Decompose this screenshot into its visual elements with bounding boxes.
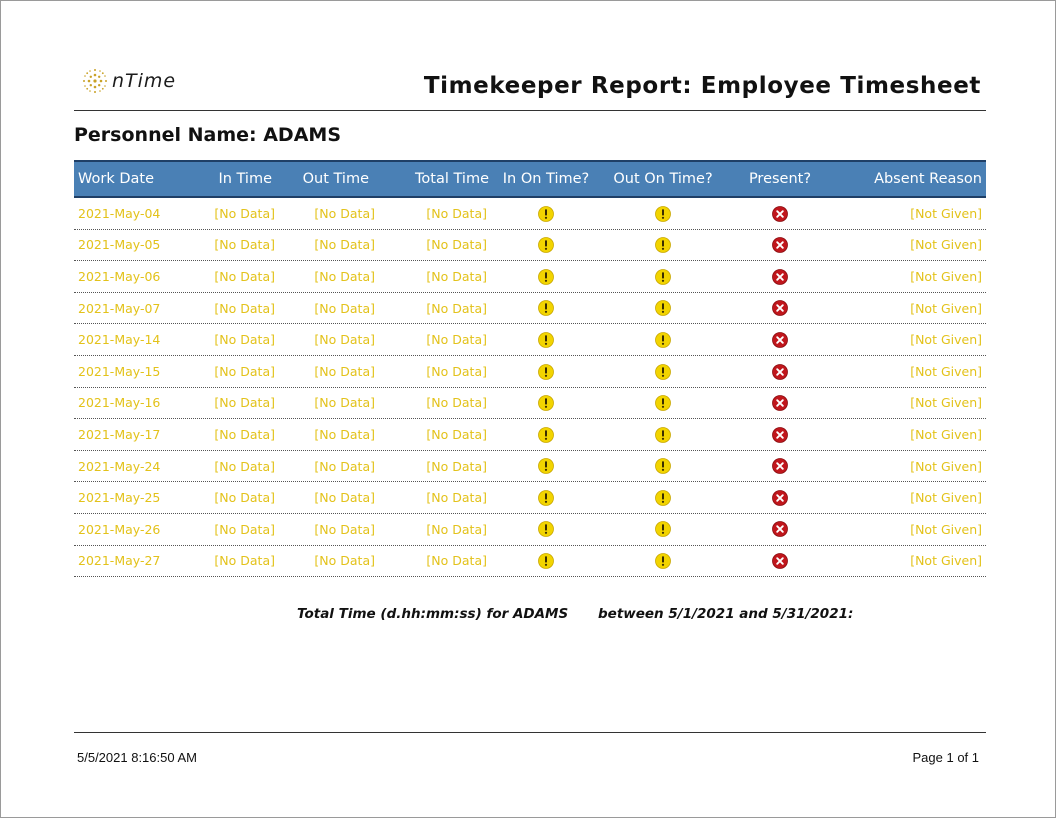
print-timestamp: 5/5/2021 8:16:50 AM	[77, 750, 197, 765]
out-time-cell: [No Data]	[314, 395, 375, 411]
in-time-cell: [No Data]	[214, 395, 275, 411]
absent-reason-cell: [Not Given]	[910, 553, 982, 569]
in-time-cell: [No Data]	[214, 237, 275, 253]
warning-icon	[655, 300, 671, 316]
warning-icon	[655, 206, 671, 222]
table-row	[74, 419, 986, 451]
present-cell	[723, 426, 837, 443]
table-row	[74, 546, 986, 578]
total-time-cell: [No Data]	[426, 490, 487, 506]
ntime-logo-icon	[81, 67, 109, 95]
out-time-cell: [No Data]	[314, 332, 375, 348]
warning-icon	[655, 458, 671, 474]
error-icon	[772, 458, 788, 474]
total-time-cell: [No Data]	[426, 363, 487, 379]
work-date-cell: 2021-May-26	[78, 521, 161, 537]
table-row	[74, 261, 986, 293]
present-cell	[723, 331, 837, 348]
out-time-cell: [No Data]	[314, 521, 375, 537]
total-time-cell: [No Data]	[426, 332, 487, 348]
out-on-time-cell	[603, 521, 723, 538]
table-row	[74, 293, 986, 325]
out-time-cell: [No Data]	[314, 300, 375, 316]
out-on-time-cell	[603, 331, 723, 348]
absent-reason-cell: [Not Given]	[910, 300, 982, 316]
warning-icon	[655, 237, 671, 253]
warning-icon	[655, 427, 671, 443]
footer-divider	[74, 732, 986, 733]
table-row	[74, 230, 986, 262]
table-row	[74, 324, 986, 356]
in-on-time-cell	[489, 205, 603, 222]
in-on-time-cell	[489, 553, 603, 570]
out-on-time-cell	[603, 458, 723, 475]
present-cell	[723, 268, 837, 285]
absent-reason-cell: [Not Given]	[910, 490, 982, 506]
error-icon	[772, 300, 788, 316]
out-on-time-cell	[603, 395, 723, 412]
absent-reason-cell: [Not Given]	[910, 268, 982, 284]
in-on-time-cell	[489, 489, 603, 506]
warning-icon	[538, 237, 554, 253]
warning-icon	[655, 364, 671, 380]
in-on-time-cell	[489, 268, 603, 285]
warning-icon	[655, 521, 671, 537]
warning-icon	[655, 332, 671, 348]
out-on-time-cell	[603, 268, 723, 285]
total-time-cell: [No Data]	[426, 237, 487, 253]
in-time-cell: [No Data]	[214, 332, 275, 348]
total-time-cell: [No Data]	[426, 300, 487, 316]
in-on-time-cell	[489, 458, 603, 475]
warning-icon	[538, 553, 554, 569]
absent-reason-cell: [Not Given]	[910, 363, 982, 379]
work-date-cell: 2021-May-14	[78, 332, 161, 348]
in-time-cell: [No Data]	[214, 553, 275, 569]
out-time-cell: [No Data]	[314, 426, 375, 442]
column-header-present: Present?	[748, 171, 812, 187]
present-cell	[723, 205, 837, 222]
out-on-time-cell	[603, 205, 723, 222]
absent-reason-cell: [Not Given]	[910, 205, 982, 221]
in-time-cell: [No Data]	[214, 490, 275, 506]
error-icon	[772, 427, 788, 443]
column-header-absent-reason: Absent Reason	[874, 171, 982, 187]
work-date-cell: 2021-May-25	[78, 490, 161, 506]
error-icon	[772, 521, 788, 537]
in-time-cell: [No Data]	[214, 426, 275, 442]
warning-icon	[538, 300, 554, 316]
present-cell	[723, 458, 837, 475]
present-cell	[723, 363, 837, 380]
work-date-cell: 2021-May-04	[78, 205, 161, 221]
in-on-time-cell	[489, 331, 603, 348]
total-time-cell: [No Data]	[426, 268, 487, 284]
error-icon	[772, 553, 788, 569]
table-row	[74, 356, 986, 388]
warning-icon	[538, 427, 554, 443]
present-cell	[723, 395, 837, 412]
in-on-time-cell	[489, 521, 603, 538]
table-row	[74, 451, 986, 483]
out-on-time-cell	[603, 426, 723, 443]
column-header-work-date: Work Date	[78, 171, 154, 187]
in-time-cell: [No Data]	[214, 268, 275, 284]
date-range-label: between 5/1/2021 and 5/31/2021:	[598, 606, 854, 622]
present-cell	[723, 237, 837, 254]
error-icon	[772, 269, 788, 285]
error-icon	[772, 237, 788, 253]
out-time-cell: [No Data]	[314, 553, 375, 569]
out-time-cell: [No Data]	[314, 268, 375, 284]
in-time-cell: [No Data]	[214, 458, 275, 474]
ntime-logo	[81, 67, 176, 95]
in-on-time-cell	[489, 426, 603, 443]
out-on-time-cell	[603, 553, 723, 570]
warning-icon	[538, 269, 554, 285]
work-date-cell: 2021-May-16	[78, 395, 161, 411]
out-time-cell: [No Data]	[314, 458, 375, 474]
error-icon	[772, 490, 788, 506]
in-on-time-cell	[489, 363, 603, 380]
table-row	[74, 514, 986, 546]
table-row	[74, 198, 986, 230]
total-time-cell: [No Data]	[426, 458, 487, 474]
warning-icon	[655, 553, 671, 569]
out-time-cell: [No Data]	[314, 490, 375, 506]
absent-reason-cell: [Not Given]	[910, 332, 982, 348]
table-row	[74, 482, 986, 514]
in-time-cell: [No Data]	[214, 521, 275, 537]
warning-icon	[538, 521, 554, 537]
out-on-time-cell	[603, 489, 723, 506]
total-time-cell: [No Data]	[426, 553, 487, 569]
present-cell	[723, 521, 837, 538]
error-icon	[772, 364, 788, 380]
warning-icon	[655, 490, 671, 506]
warning-icon	[655, 269, 671, 285]
warning-icon	[538, 364, 554, 380]
table-header	[74, 160, 986, 198]
column-header-out-time: Out Time	[302, 171, 369, 187]
absent-reason-cell: [Not Given]	[910, 395, 982, 411]
error-icon	[772, 206, 788, 222]
in-on-time-cell	[489, 395, 603, 412]
present-cell	[723, 300, 837, 317]
work-date-cell: 2021-May-07	[78, 300, 161, 316]
work-date-cell: 2021-May-05	[78, 237, 161, 253]
work-date-cell: 2021-May-06	[78, 268, 161, 284]
present-cell	[723, 489, 837, 506]
warning-icon	[538, 458, 554, 474]
work-date-cell: 2021-May-27	[78, 553, 161, 569]
total-time-cell: [No Data]	[426, 205, 487, 221]
timesheet-table	[74, 160, 986, 577]
in-time-cell: [No Data]	[214, 363, 275, 379]
out-time-cell: [No Data]	[314, 237, 375, 253]
in-on-time-cell	[489, 237, 603, 254]
out-time-cell: [No Data]	[314, 363, 375, 379]
work-date-cell: 2021-May-15	[78, 363, 161, 379]
warning-icon	[655, 395, 671, 411]
present-cell	[723, 553, 837, 570]
table-body	[74, 198, 986, 577]
absent-reason-cell: [Not Given]	[910, 237, 982, 253]
column-header-in-time: In Time	[218, 171, 272, 187]
in-time-cell: [No Data]	[214, 300, 275, 316]
warning-icon	[538, 206, 554, 222]
out-on-time-cell	[603, 237, 723, 254]
out-on-time-cell	[603, 300, 723, 317]
total-time-cell: [No Data]	[426, 395, 487, 411]
column-header-in-on-time: In On Time?	[502, 171, 590, 187]
column-header-total-time: Total Time	[415, 171, 489, 187]
error-icon	[772, 395, 788, 411]
total-time-label: Total Time (d.hh:mm:ss) for ADAMS	[297, 606, 569, 622]
in-time-cell: [No Data]	[214, 205, 275, 221]
total-time-cell: [No Data]	[426, 521, 487, 537]
table-row	[74, 388, 986, 420]
page-number: Page 1 of 1	[912, 750, 979, 765]
absent-reason-cell: [Not Given]	[910, 426, 982, 442]
absent-reason-cell: [Not Given]	[910, 458, 982, 474]
absent-reason-cell: [Not Given]	[910, 521, 982, 537]
warning-icon	[538, 395, 554, 411]
out-time-cell: [No Data]	[314, 205, 375, 221]
report-title: Timekeeper Report: Employee Timesheet	[423, 73, 981, 99]
total-time-cell: [No Data]	[426, 426, 487, 442]
error-icon	[772, 332, 788, 348]
header-divider	[74, 110, 986, 111]
work-date-cell: 2021-May-17	[78, 426, 161, 442]
logo-text: nTime	[112, 70, 177, 92]
personnel-name: Personnel Name: ADAMS	[74, 124, 342, 146]
warning-icon	[538, 490, 554, 506]
warning-icon	[538, 332, 554, 348]
out-on-time-cell	[603, 363, 723, 380]
work-date-cell: 2021-May-24	[78, 458, 161, 474]
in-on-time-cell	[489, 300, 603, 317]
column-header-out-on-time: Out On Time?	[613, 171, 713, 187]
